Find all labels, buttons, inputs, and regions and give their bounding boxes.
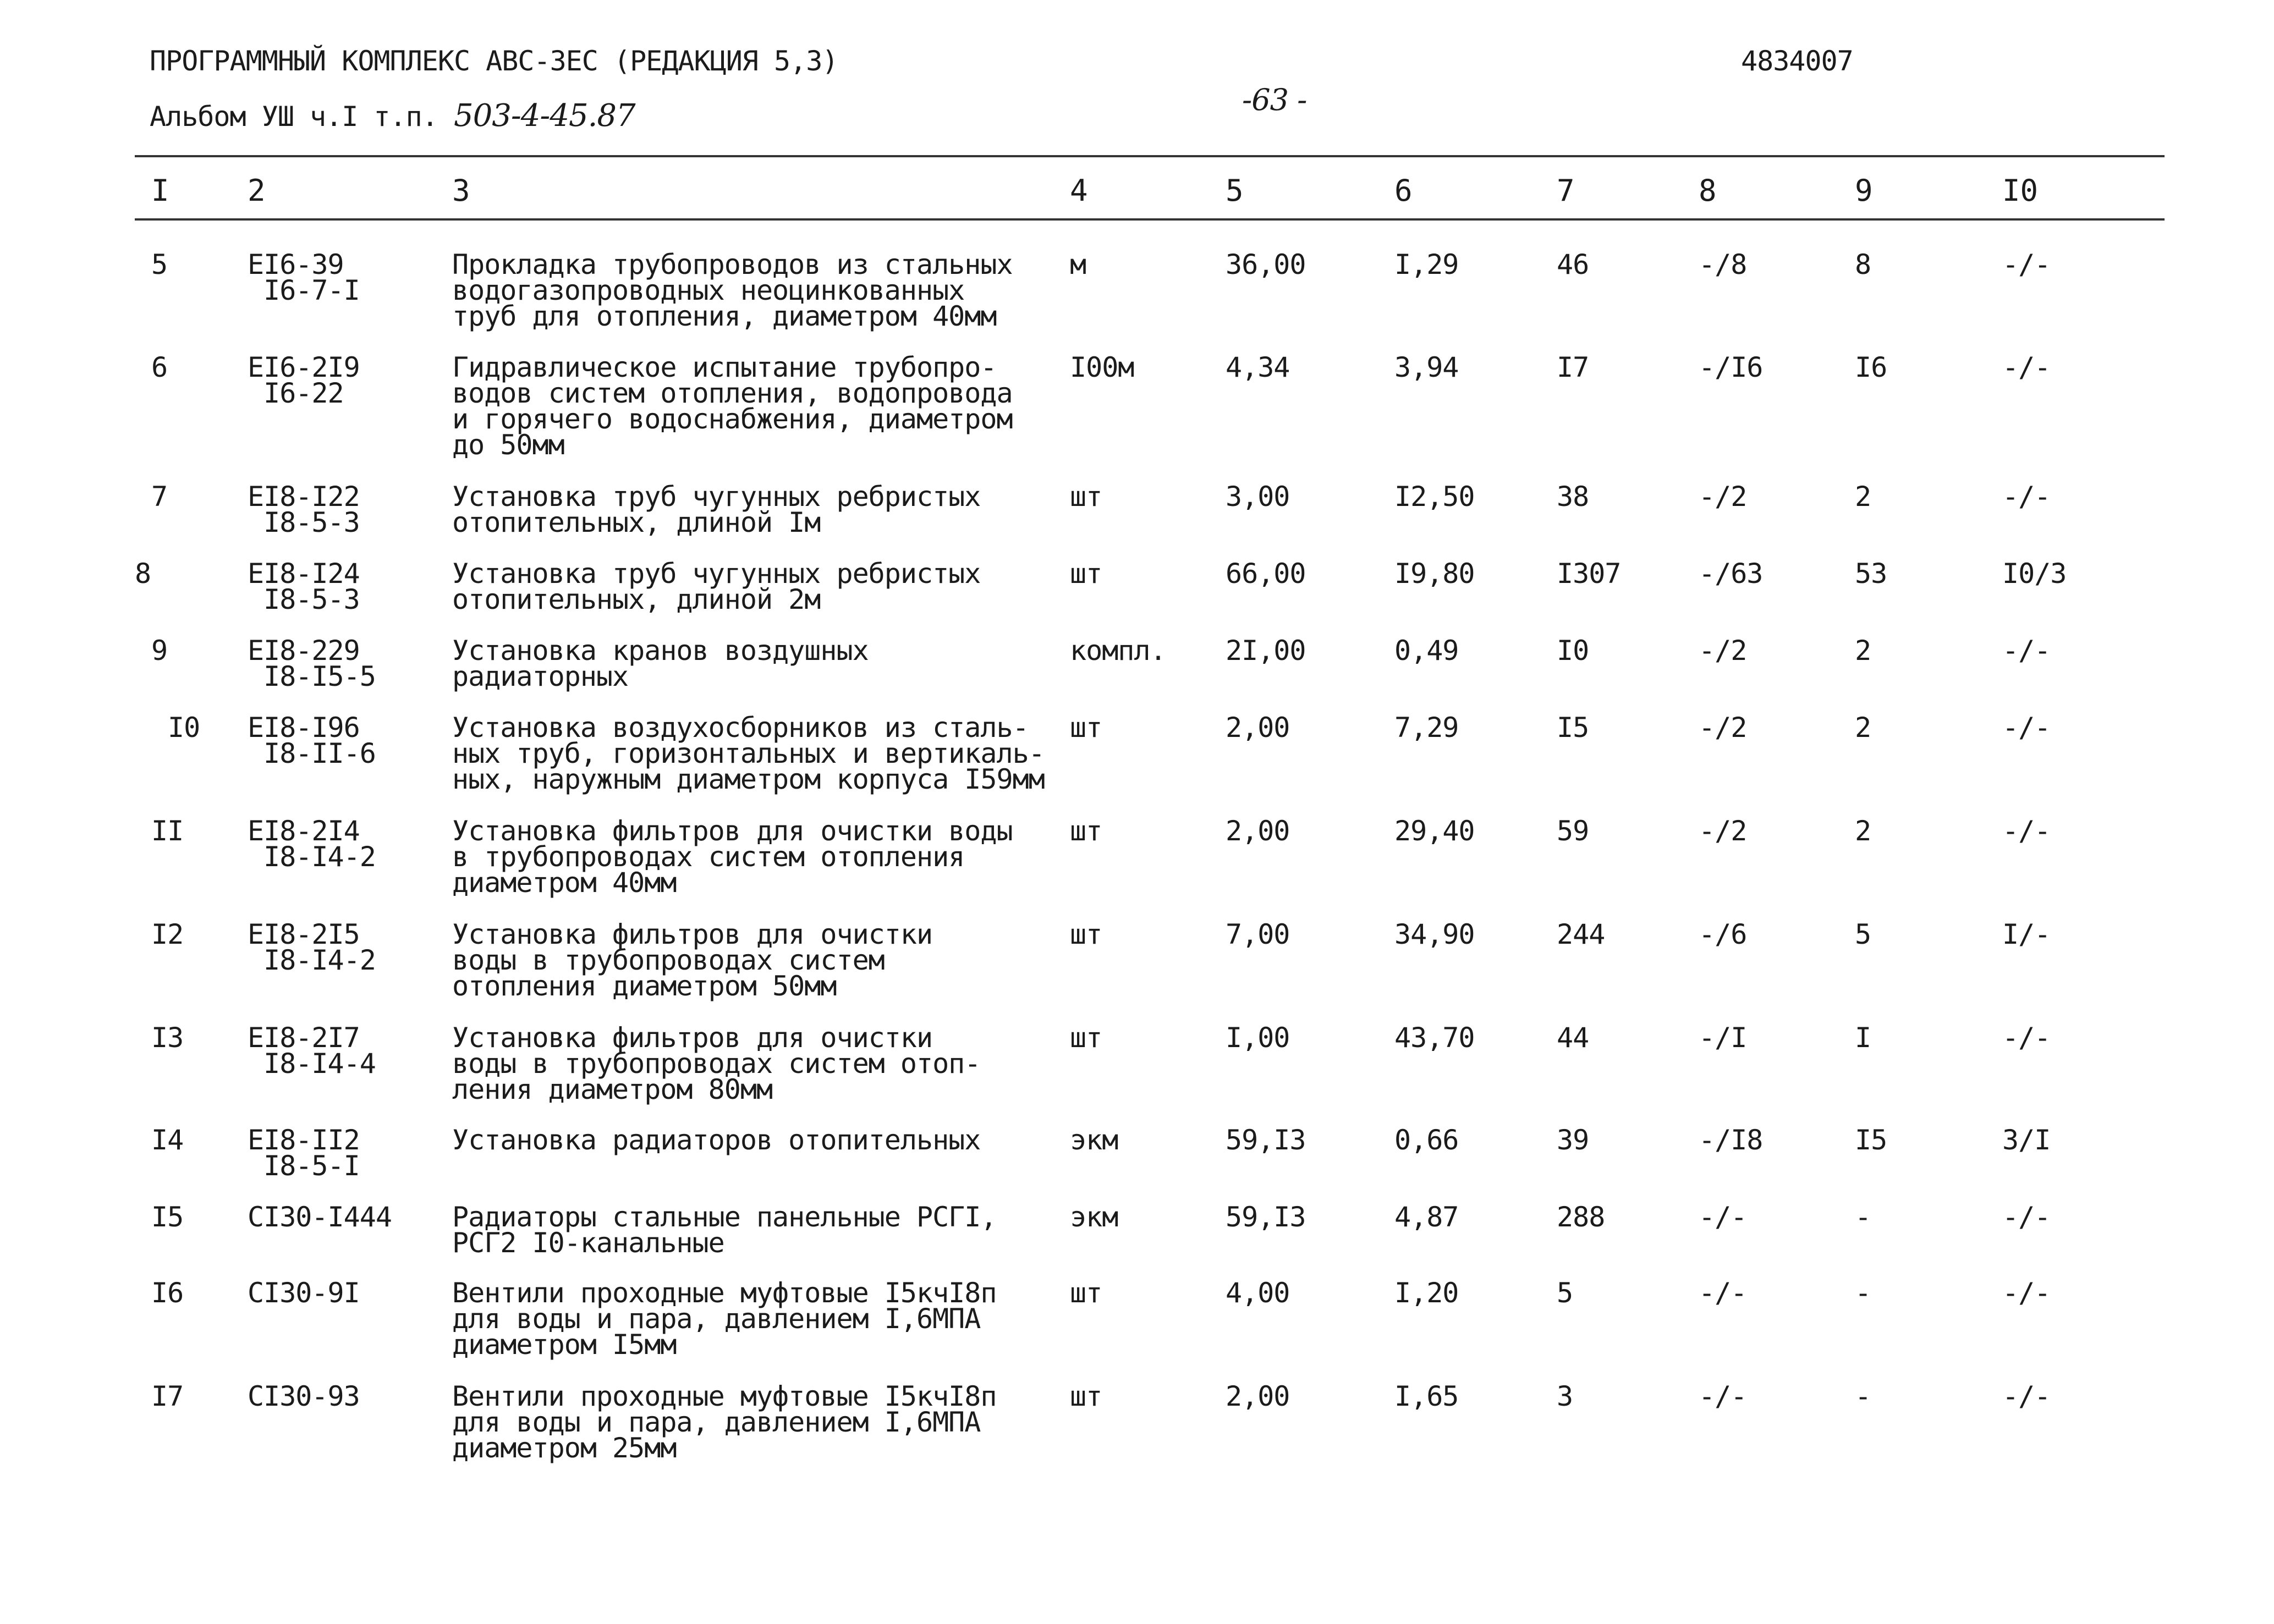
norm-code: EI6-2I9 I6-22 [248,351,360,409]
unit-of-measure: шт [1070,815,1102,847]
column-8-value: -/I6 [1699,351,1763,383]
column-8-value: -/2 [1699,635,1747,667]
total-cost: I307 [1557,558,1621,590]
total-cost: 38 [1557,481,1589,513]
work-description: Гидравлическое испытание трубопро- водов систем отопления, водопровода и горячего водоснабжения, диаметром до 50мм [452,351,1013,461]
column-number: 5 [1226,173,1244,208]
unit-price: I,29 [1394,249,1459,280]
row-number: 9 [151,635,168,667]
quantity: 7,00 [1226,918,1290,950]
row-number: 7 [151,481,168,513]
column-10-value: -/- [2002,815,2051,847]
column-10-value: -/- [2002,351,2051,383]
unit-price: I,20 [1394,1277,1459,1309]
column-9-value: I5 [1855,1124,1887,1156]
column-9-value: 53 [1855,558,1887,590]
column-9-value: 2 [1855,815,1871,847]
unit-price: 7,29 [1394,712,1459,744]
work-description: Установка фильтров для очистки воды в трубопроводах систем отопления диаметром 40мм [452,815,1013,899]
document-number: 4834007 [1741,45,1853,77]
column-8-value: -/2 [1699,712,1747,744]
column-9-value: 2 [1855,635,1871,667]
quantity: 4,00 [1226,1277,1290,1309]
quantity: 2,00 [1226,712,1290,744]
column-10-value: 3/I [2002,1124,2051,1156]
total-cost: 44 [1557,1022,1589,1054]
column-number: 9 [1855,173,1873,208]
column-8-value: -/- [1699,1380,1747,1412]
column-9-value: I [1855,1022,1871,1054]
norm-code: EI6-39 I6-7-I [248,249,360,306]
column-9-value: - [1855,1380,1871,1412]
row-number: I4 [151,1124,184,1156]
work-description: Установка фильтров для очистки воды в трубопроводах систем отопления диаметром 50мм [452,918,933,1002]
work-description: Установка труб чугунных ребристых отопительных, длиной Iм [452,481,981,538]
column-8-value: -/2 [1699,481,1747,513]
program-title: ПРОГРАММНЫЙ КОМПЛЕКС АВС-ЗЕС (РЕДАКЦИЯ 5,3) [150,45,838,77]
quantity: 3,00 [1226,481,1290,513]
norm-code: EI8-2I7 I8-I4-4 [248,1022,376,1080]
table-top-rule [135,155,2165,157]
column-9-value: I6 [1855,351,1887,383]
norm-code: EI8-229 I8-I5-5 [248,635,376,692]
quantity: 59,I3 [1226,1124,1306,1156]
quantity: 59,I3 [1226,1201,1306,1233]
norm-code: EI8-I22 I8-5-3 [248,481,360,538]
column-number: 7 [1557,173,1575,208]
album-reference [150,98,635,134]
unit-of-measure: экм [1070,1201,1118,1233]
row-number: I2 [151,918,184,950]
norm-code: EI8-II2 I8-5-I [248,1124,360,1182]
total-cost: I7 [1557,351,1589,383]
column-number: 4 [1070,173,1088,208]
row-number: 5 [151,249,168,280]
unit-price: 0,49 [1394,635,1459,667]
page-number: -63 - [1242,82,1307,117]
work-description: Вентили проходные муфтовые I5кчI8п для воды и пара, давлением I,6МПА диаметром I5мм [452,1277,997,1361]
album-project-code: 503-4-45.87 [453,98,635,134]
unit-price: 34,90 [1394,918,1475,950]
unit-of-measure: компл. [1070,635,1166,667]
work-description: Установка радиаторов отопительных [452,1124,981,1156]
unit-price: 3,94 [1394,351,1459,383]
row-number: II [151,815,184,847]
column-8-value: -/2 [1699,815,1747,847]
column-8-value: -/- [1699,1277,1747,1309]
column-10-value: -/- [2002,249,2051,280]
total-cost: 288 [1557,1201,1605,1233]
column-number: I0 [2002,173,2039,208]
column-number: I [151,173,169,208]
norm-code: CI30-93 [248,1380,360,1412]
column-9-value: - [1855,1201,1871,1233]
column-8-value: -/63 [1699,558,1763,590]
column-10-value: -/- [2002,1022,2051,1054]
work-description: Установка кранов воздушных радиаторных [452,635,869,692]
norm-code: EI8-I96 I8-II-6 [248,712,376,769]
column-number: 3 [452,173,470,208]
column-10-value: I/- [2002,918,2051,950]
column-8-value: -/6 [1699,918,1747,950]
norm-code: EI8-2I5 I8-I4-2 [248,918,376,976]
row-number: I6 [151,1277,184,1309]
unit-of-measure: шт [1070,918,1102,950]
quantity: 2,00 [1226,815,1290,847]
column-9-value: - [1855,1277,1871,1309]
column-10-value: -/- [2002,481,2051,513]
unit-of-measure: шт [1070,1022,1102,1054]
row-number: I7 [151,1380,184,1412]
total-cost: I0 [1557,635,1589,667]
column-8-value: -/8 [1699,249,1747,280]
column-9-value: 2 [1855,712,1871,744]
unit-of-measure: шт [1070,1380,1102,1412]
column-9-value: 2 [1855,481,1871,513]
column-number: 8 [1699,173,1717,208]
column-number: 2 [248,173,266,208]
quantity: 2I,00 [1226,635,1306,667]
work-description: Установка фильтров для очистки воды в трубопроводах систем отоп- ления диаметром 80мм [452,1022,981,1105]
column-10-value: -/- [2002,712,2051,744]
album-label: Альбом УШ ч.I т.п. [150,101,454,133]
quantity: 4,34 [1226,351,1290,383]
total-cost: 39 [1557,1124,1589,1156]
unit-of-measure: м [1070,249,1086,280]
unit-of-measure: экм [1070,1124,1118,1156]
unit-of-measure: I00м [1070,351,1134,383]
column-8-value: -/I8 [1699,1124,1763,1156]
unit-price: 4,87 [1394,1201,1459,1233]
row-number: 8 [135,558,151,590]
total-cost: 5 [1557,1277,1573,1309]
work-description: Установка труб чугунных ребристых отопительных, длиной 2м [452,558,981,615]
work-description: Установка воздухосборников из сталь- ных труб, горизонтальных и вертикаль- ных, наружным диаметром корпуса I59мм [452,712,1045,795]
column-8-value: -/I [1699,1022,1747,1054]
unit-price: 29,40 [1394,815,1475,847]
row-number: I0 [168,712,200,744]
unit-price: 43,70 [1394,1022,1475,1054]
total-cost: 3 [1557,1380,1573,1412]
total-cost: 59 [1557,815,1589,847]
column-10-value: I0/3 [2002,558,2067,590]
total-cost: I5 [1557,712,1589,744]
row-number: I5 [151,1201,184,1233]
column-number: 6 [1394,173,1413,208]
quantity: 36,00 [1226,249,1306,280]
column-10-value: -/- [2002,1201,2051,1233]
unit-price: I,65 [1394,1380,1459,1412]
unit-price: I9,80 [1394,558,1475,590]
norm-code: EI8-2I4 I8-I4-2 [248,815,376,873]
unit-of-measure: шт [1070,481,1102,513]
work-description: Прокладка трубопроводов из стальных водогазопроводных неоцинкованных труб для отопления, диаметром 40мм [452,249,1013,332]
unit-price: I2,50 [1394,481,1475,513]
quantity: 2,00 [1226,1380,1290,1412]
row-number: I3 [151,1022,184,1054]
column-8-value: -/- [1699,1201,1747,1233]
unit-price: 0,66 [1394,1124,1459,1156]
quantity: I,00 [1226,1022,1290,1054]
unit-of-measure: шт [1070,558,1102,590]
column-9-value: 8 [1855,249,1871,280]
unit-of-measure: шт [1070,1277,1102,1309]
norm-code: CI30-9I [248,1277,360,1309]
column-10-value: -/- [2002,635,2051,667]
total-cost: 244 [1557,918,1605,950]
column-10-value: -/- [2002,1380,2051,1412]
quantity: 66,00 [1226,558,1306,590]
norm-code: CI30-I444 [248,1201,392,1233]
work-description: Радиаторы стальные панельные РСГI, РСГ2 I0-канальные [452,1201,997,1259]
column-10-value: -/- [2002,1277,2051,1309]
unit-of-measure: шт [1070,712,1102,744]
work-description: Вентили проходные муфтовые I5кчI8п для воды и пара, давлением I,6МПА диаметром 25мм [452,1380,997,1464]
row-number: 6 [151,351,168,383]
table-header-rule [135,218,2165,221]
total-cost: 46 [1557,249,1589,280]
norm-code: EI8-I24 I8-5-3 [248,558,360,615]
column-9-value: 5 [1855,918,1871,950]
